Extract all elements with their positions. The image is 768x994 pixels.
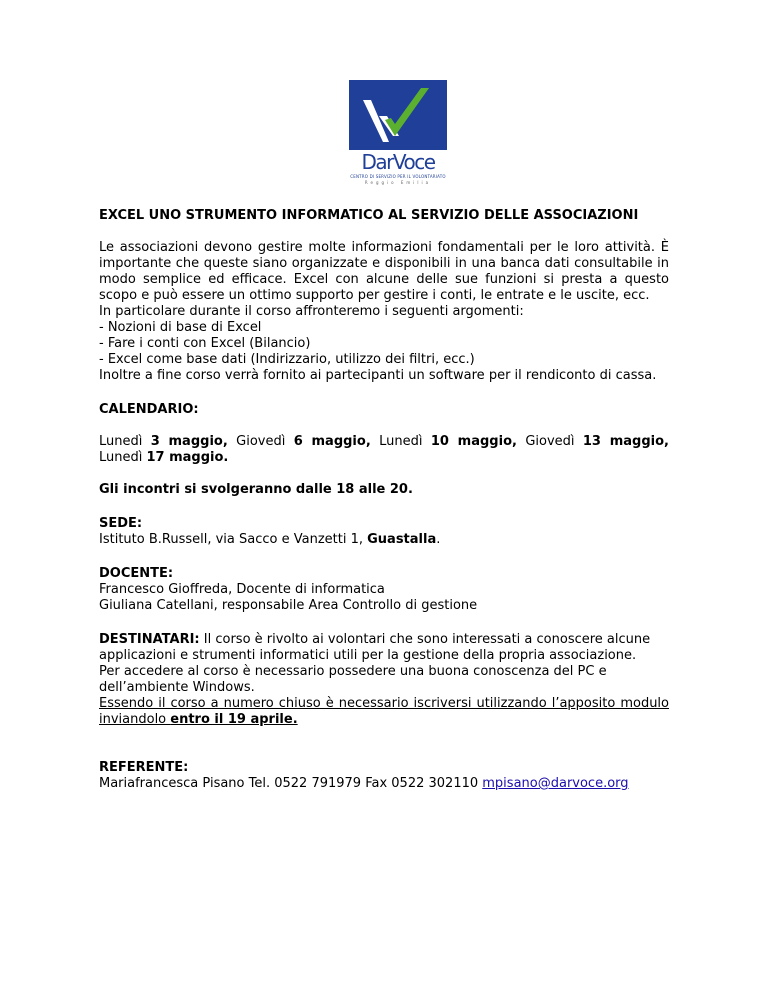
sede-address: Istituto B.Russell, via Sacco e Vanzetti 1, Guastalla. <box>99 532 441 547</box>
calendario-heading: CALENDARIO: <box>99 402 199 417</box>
topic-item: - Excel come base dati (Indirizzario, utilizzo dei filtri, ecc.) <box>99 352 475 367</box>
calendario-dates: Lunedì 3 maggio, Giovedì 6 maggio, Lunedì 10 maggio, Giovedì 13 maggio, Lunedì 17 maggio. <box>99 434 669 465</box>
logo-name: DarVoce <box>361 150 435 174</box>
logo-subtitle: CENTRO DI SERVIZIO PER IL VOLONTARIATO <box>350 174 446 179</box>
logo-city: Reggio Emilia <box>364 180 432 185</box>
destinatari-requirements: Per accedere al corso è necessario possedere una buona conoscenza del PC e dell’ambiente Windows. <box>99 664 607 695</box>
topic-item: - Fare i conti con Excel (Bilancio) <box>99 336 311 351</box>
logo-checkmark-icon <box>349 80 447 150</box>
document-body <box>99 208 669 792</box>
destinatari-enrol: Essendo il corso a numero chiuso è necessario iscriversi utilizzando l’apposito modulo inviandolo entro il 19 aprile. <box>99 696 669 727</box>
destinatari-paragraph: DESTINATARI: Il corso è rivolto ai volontari che sono interessati a conoscere alcune applicazioni e strumenti informatici utili per la gestione della propria associazione. <box>99 632 651 663</box>
topics-intro: In particolare durante il corso affronteremo i seguenti argomenti: <box>99 304 524 319</box>
darvoce-logo <box>349 80 447 188</box>
docente-line: Giuliana Catellani, responsabile Area Controllo di gestione <box>99 598 478 613</box>
final-note: Inoltre a fine corso verrà fornito ai partecipanti un software per il rendiconto di cassa. <box>99 368 657 383</box>
intro-paragraph: Le associazioni devono gestire molte informazioni fondamentali per le loro attività. È importante che queste siano organizzate e disponibili in una banca dati consultabile in modo semplice ed efficace. Excel con alcune delle sue funzioni si presta a questo scopo e può essere un ottimo supporto per gestire i conti, le entrate e le uscite, ecc. <box>99 240 669 303</box>
document-title: EXCEL UNO STRUMENTO INFORMATICO AL SERVIZIO DELLE ASSOCIAZIONI <box>99 208 639 223</box>
referente-heading: REFERENTE: <box>99 760 189 775</box>
docente-line: Francesco Gioffreda, Docente di informatica <box>99 582 385 597</box>
sede-heading: SEDE: <box>99 516 143 531</box>
email-link[interactable]: mpisano@darvoce.org <box>482 776 629 791</box>
calendario-hours: Gli incontri si svolgeranno dalle 18 alle 20. <box>99 482 413 497</box>
topic-item: - Nozioni di base di Excel <box>99 320 262 335</box>
docente-heading: DOCENTE: <box>99 566 174 581</box>
referente-contact: Mariafrancesca Pisano Tel. 0522 791979 Fax 0522 302110 mpisano@darvoce.org <box>99 776 629 791</box>
